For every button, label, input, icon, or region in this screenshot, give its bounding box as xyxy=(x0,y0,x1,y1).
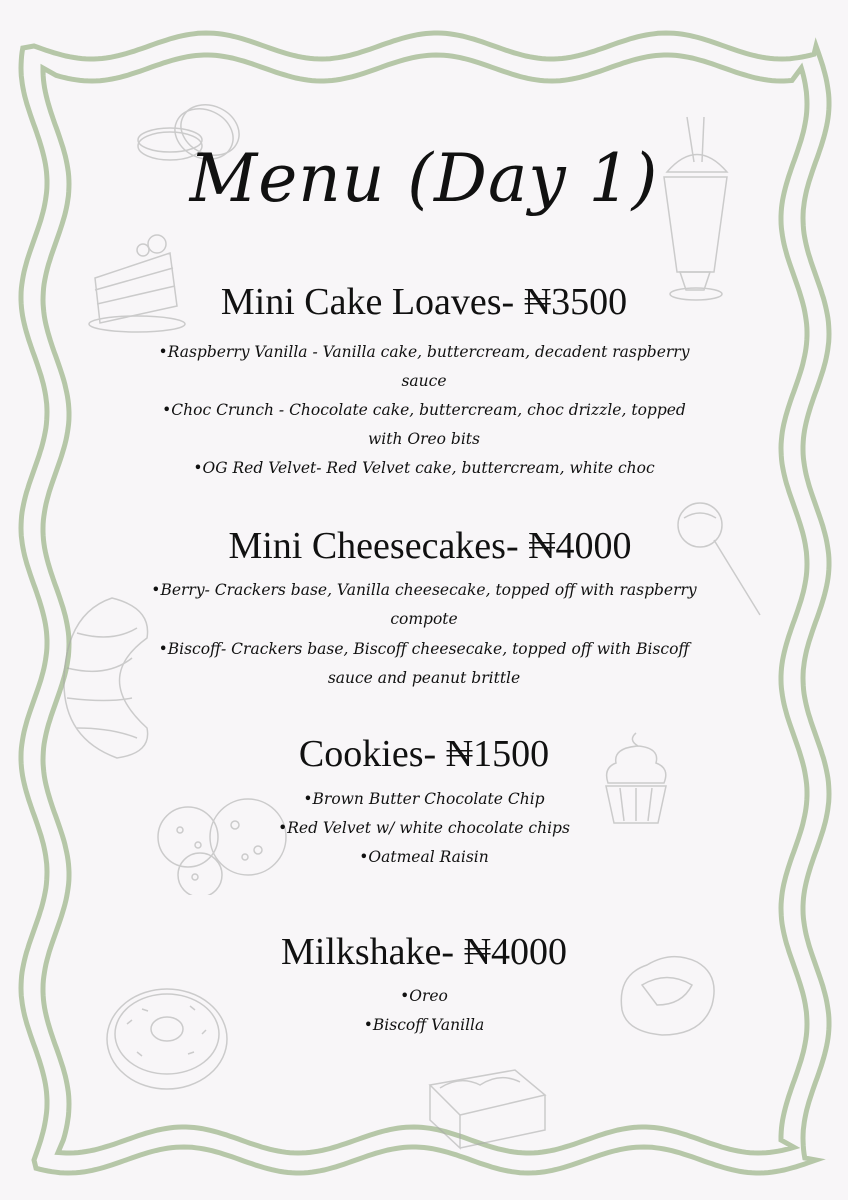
section-heading-mini-cheesecakes: Mini Cheesecakes- ₦4000 xyxy=(228,525,632,567)
menu-item-raspberry-vanilla: •Raspberry Vanilla - Vanilla cake, buttercream, decadent raspberry sauce xyxy=(158,343,690,390)
section-heading-mini-cake-loaves: Mini Cake Loaves- ₦3500 xyxy=(220,281,628,323)
menu-item-oatmeal-raisin: •Oatmeal Raisin xyxy=(359,848,489,866)
menu-item-berry: •Berry- Crackers base, Vanilla cheesecake, topped off with raspberry compote xyxy=(151,581,697,628)
menu-item-og-red-velvet: •OG Red Velvet- Red Velvet cake, buttercream, white choc xyxy=(193,459,655,477)
brownie-icon xyxy=(420,1060,555,1150)
section-heading-milkshake: Milkshake- ₦4000 xyxy=(280,931,568,973)
section-heading-cookies: Cookies- ₦1500 xyxy=(298,733,550,775)
menu-title: Menu (Day 1) xyxy=(189,140,659,217)
menu-item-biscoff: •Biscoff- Crackers base, Biscoff cheesecake, topped off with Biscoff sauce and peanut brittle xyxy=(158,640,690,687)
menu-item-biscoff-vanilla: •Biscoff Vanilla xyxy=(363,1016,485,1034)
menu-item-choc-crunch: •Choc Crunch - Chocolate cake, buttercream, choc drizzle, topped with Oreo bits xyxy=(162,401,686,448)
menu-item-red-velvet-white-choc: •Red Velvet w/ white chocolate chips xyxy=(278,819,570,837)
menu-item-brown-butter-chocolate-chip: •Brown Butter Chocolate Chip xyxy=(303,790,545,808)
menu-item-oreo: •Oreo xyxy=(400,987,448,1005)
